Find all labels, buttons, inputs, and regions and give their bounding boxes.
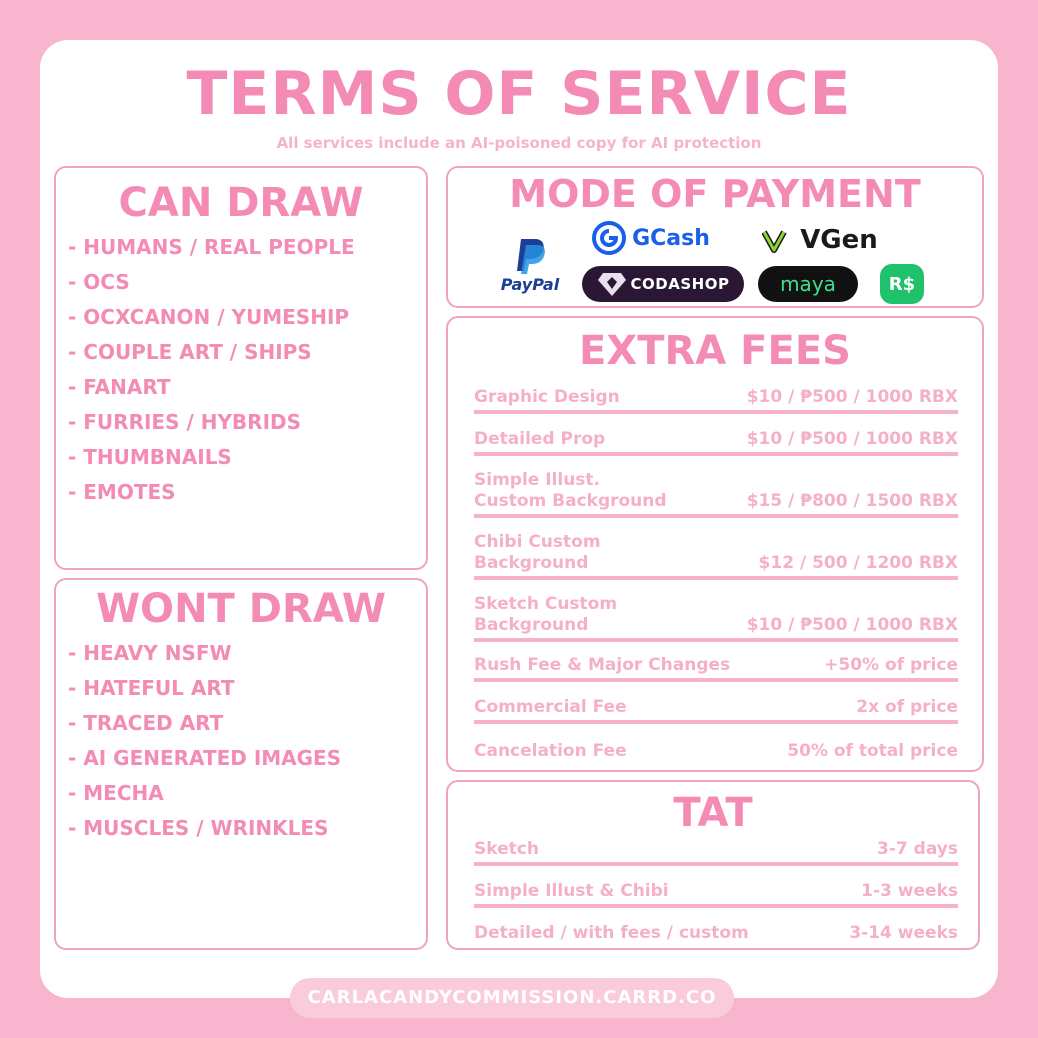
tat-row xyxy=(474,870,958,908)
fee-label: Commercial Fee xyxy=(474,697,627,717)
page-title: TERMS OF SERVICE xyxy=(186,59,852,129)
extra-fees-panel xyxy=(446,316,984,772)
fee-row xyxy=(474,646,958,682)
list-item: - FANART xyxy=(68,375,171,399)
fee-value: $10 / ₱500 / 1000 RBX xyxy=(746,387,958,407)
fee-value: $10 / ₱500 / 1000 RBX xyxy=(746,429,958,449)
tat-heading: TAT xyxy=(673,790,753,836)
vgen-icon xyxy=(762,226,798,254)
payment-panel xyxy=(446,166,984,308)
fee-row xyxy=(474,464,958,518)
payment-heading: MODE OF PAYMENT xyxy=(509,172,921,216)
fee-value: $12 / 500 / 1200 RBX xyxy=(758,553,958,573)
list-item: - TRACED ART xyxy=(68,711,224,735)
can-draw-list xyxy=(68,230,355,510)
fee-value: $10 / ₱500 / 1000 RBX xyxy=(746,615,958,635)
fee-row xyxy=(474,526,958,580)
fee-value: +50% of price xyxy=(824,655,958,675)
fee-value: 50% of total price xyxy=(787,741,958,761)
wont-draw-panel xyxy=(54,578,428,950)
list-item: - HATEFUL ART xyxy=(68,676,235,700)
list-item: - OCXCANON / YUMESHIP xyxy=(68,305,350,329)
vgen-logo xyxy=(750,222,890,258)
fee-label: Detailed Prop xyxy=(474,429,606,449)
fee-label: Chibi Custom Background xyxy=(474,532,601,573)
footer-url-link[interactable]: CARLACANDYCOMMISSION.CARRD.CO xyxy=(290,978,734,1018)
gcash-logo xyxy=(578,220,724,256)
paypal-icon xyxy=(513,237,547,275)
list-item: - EMOTES xyxy=(68,480,176,504)
list-item: - THUMBNAILS xyxy=(68,445,232,469)
list-item: - COUPLE ART / SHIPS xyxy=(68,340,312,364)
robux-logo xyxy=(880,264,924,304)
tat-label: Detailed / with fees / custom xyxy=(474,923,749,943)
list-item: - FURRIES / HYBRIDS xyxy=(68,410,302,434)
gcash-icon xyxy=(592,221,626,255)
list-item: - MECHA xyxy=(68,781,164,805)
paypal-logo xyxy=(488,232,572,298)
fee-label: Simple Illust. Custom Background xyxy=(474,470,667,511)
vgen-label: VGen xyxy=(800,225,878,255)
paypal-label: PayPal xyxy=(500,274,560,294)
fee-label: Graphic Design xyxy=(474,387,620,407)
codashop-logo xyxy=(582,266,744,302)
fee-label: Cancelation Fee xyxy=(474,741,627,761)
page-subtitle: All services include an AI-poisoned copy for AI protection xyxy=(276,134,762,152)
tat-row xyxy=(474,824,958,866)
wont-draw-heading: WONT DRAW xyxy=(95,586,387,632)
tat-label: Simple Illust & Chibi xyxy=(474,881,669,901)
fee-row xyxy=(474,728,958,764)
diamond-icon xyxy=(597,271,627,297)
fee-label: Rush Fee & Major Changes xyxy=(474,655,731,675)
list-item: - HUMANS / REAL PEOPLE xyxy=(68,235,355,259)
maya-label: maya xyxy=(780,272,836,296)
tat-value: 3-7 days xyxy=(877,839,958,859)
can-draw-heading: CAN DRAW xyxy=(118,180,364,226)
robux-label: R$ xyxy=(888,273,916,295)
fee-value: $15 / ₱800 / 1500 RBX xyxy=(746,491,958,511)
extra-fees-heading: EXTRA FEES xyxy=(579,328,851,374)
gcash-label: GCash xyxy=(632,225,710,251)
list-item: - OCS xyxy=(68,270,130,294)
tat-row xyxy=(474,912,958,946)
codashop-label: CODASHOP xyxy=(630,275,730,293)
fee-row xyxy=(474,588,958,642)
fee-row xyxy=(474,418,958,456)
maya-logo xyxy=(758,266,858,302)
tat-panel xyxy=(446,780,980,950)
list-item: - HEAVY NSFW xyxy=(68,641,232,665)
tat-label: Sketch xyxy=(474,839,539,859)
list-item: - AI GENERATED IMAGES xyxy=(68,746,342,770)
tat-value: 1-3 weeks xyxy=(861,881,958,901)
fee-label: Sketch Custom Background xyxy=(474,594,618,635)
fee-value: 2x of price xyxy=(856,697,958,717)
can-draw-panel xyxy=(54,166,428,570)
fee-row xyxy=(474,686,958,724)
list-item: - MUSCLES / WRINKLES xyxy=(68,816,329,840)
wont-draw-list xyxy=(68,636,341,846)
fee-row xyxy=(474,376,958,414)
tat-value: 3-14 weeks xyxy=(849,923,958,943)
